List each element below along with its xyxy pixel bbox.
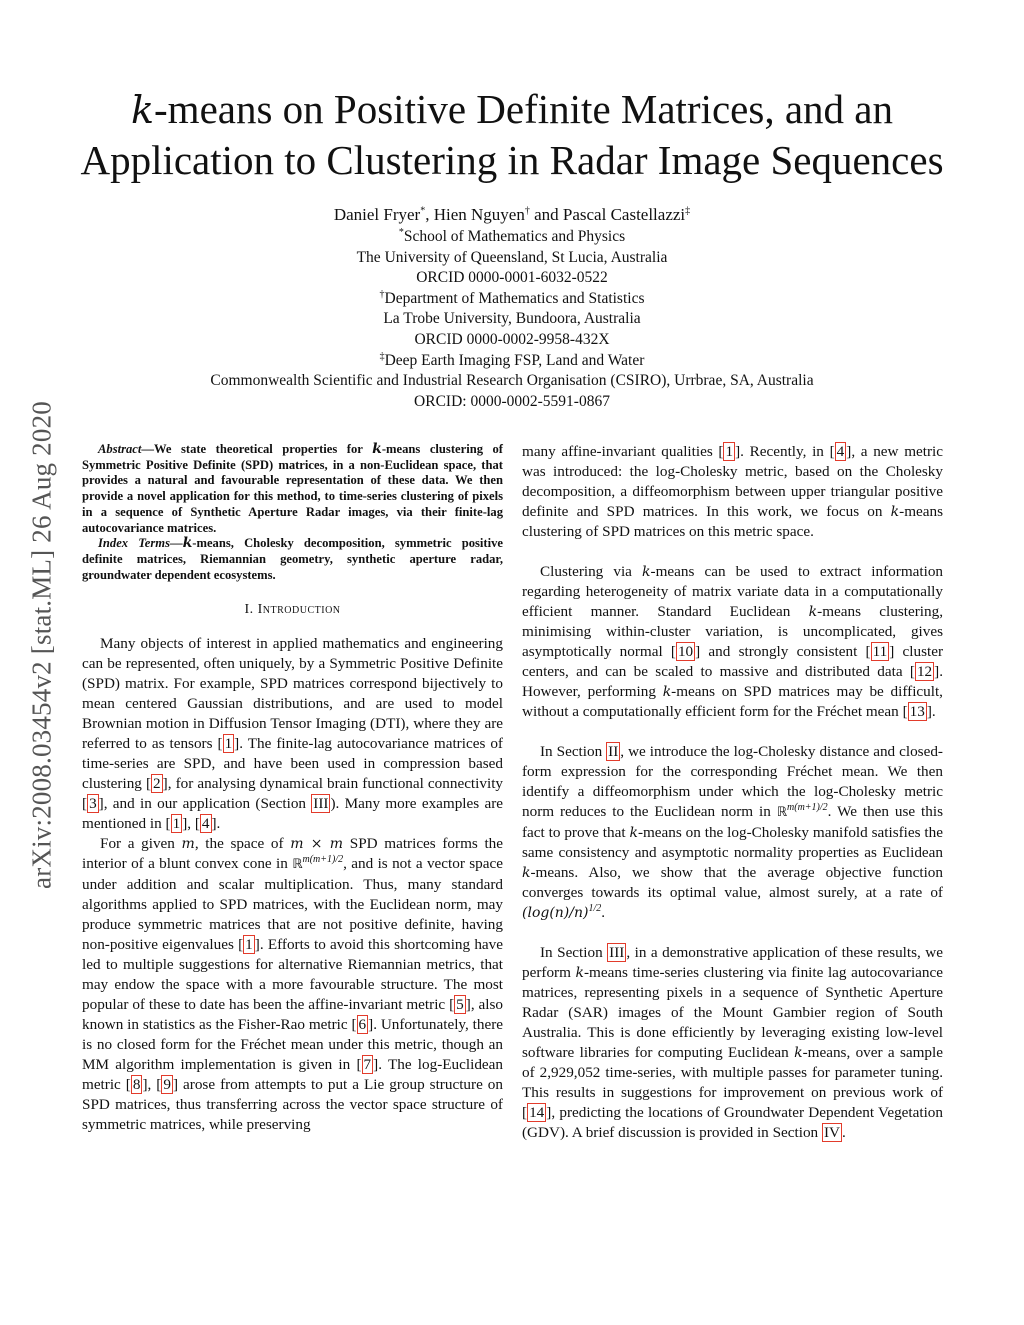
author-block	[100, 203, 924, 412]
citation-link[interactable]: 8	[132, 1076, 141, 1094]
affiliation-2-institution: La Trobe University, Bundoora, Australia	[383, 310, 641, 328]
affiliation-3-institution: Commonwealth Scientific and Industrial Research Organisation (CSIRO), Urrbrae, SA, Australia	[210, 372, 814, 390]
section-link[interactable]: III	[313, 795, 329, 813]
section-link[interactable]: IV	[823, 1124, 840, 1141]
citation-link[interactable]: 5	[456, 996, 464, 1014]
right-paragraph-2: Clustering via k-means can be used to extract information regarding heterogeneity of matrix variate data in a computationally efficient manner. Standard Euclidean k-means clustering, minimising within-cluster variation, is uncomplicated, gives asymptotically normal [ 10 ] and strongly consistent [ 11 ] cluster centers, and can be scaled to massive and distributed data [ 12 ]. However, performing k-means on SPD matrices may be difficult, without a computationally efficient form for the Fréchet mean [ 13 ].	[522, 563, 944, 720]
title-line-1	[131, 86, 893, 132]
abstract: Abstract—We state theoretical properties for k-means clustering of Symmetric Positive Definite (SPD) matrices, in a non-Euclidean space, that provides a natural and favourable representation of these data. We then provide a novel application for this method, to time-series clustering of pixels in a sequence of Synthetic Aperture Radar images, via their finite-lag autocovariance matrices.	[82, 441, 503, 535]
section-heading-introduction: I. Introduction	[244, 602, 341, 618]
citation-link[interactable]: 9	[163, 1076, 171, 1094]
citation-link[interactable]: 10	[677, 643, 694, 660]
right-paragraph-3: In Section II , we introduce the log-Cholesky distance and closed-form expression for the corresponding Fréchet mean. We then identify a diffeomorphism under which the log-Cholesky metric norm reduces to the Euclidean norm in ℝ$^{m(m+1)/2}$. We then use this fact to prove that k-means on the log-Cholesky manifold satisfies the same consistency and asymptotic normality properties as Euclidean k-means. Also, we show that the average objective function converges towards its optimal value, almost surely, at a rate of $(\log(n)/n)^{1/2}$.	[522, 743, 944, 921]
right-column	[522, 442, 943, 1143]
arxiv-side-stamp: arXiv:2008.03454v2 [stat.ML] 26 Aug 2020	[26, 401, 57, 889]
citation-link[interactable]: 1	[224, 735, 233, 753]
affiliation-3-name: ‡Deep Earth Imaging FSP, Land and Water	[379, 350, 645, 369]
section-link[interactable]: II	[608, 743, 619, 760]
title-line-2: Application to Clustering in Radar Image Sequences	[80, 137, 944, 183]
affiliation-1-name: *School of Mathematics and Physics	[398, 226, 626, 245]
left-column	[82, 442, 503, 1135]
intro-paragraph-1: Many objects of interest in applied mathematics and engineering can be represented, often uniquely, by a Symmetric Positive Definite (SPD) matrix. For example, SPD matrices correspond bijectively to mean centered Gaussian distributions, and are used to model Brownian motion in Diffusion Tensor Imaging (DTI), where they are referred to as tensors [ 1 ]. The finite-lag autocovariance matrices of time-series are SPD, and have been used in compression based clustering [ 2 ], for analysing dynamical brain functional connectivity [ 3 ], and in our application (Section III ). Many more examples are mentioned in [ 1 ], [ 4 ].	[82, 635, 504, 833]
affiliation-1-orcid: ORCID 0000-0001-6032-0522	[416, 269, 608, 287]
citation-link[interactable]: 1	[725, 443, 734, 460]
section-link[interactable]: III	[609, 944, 625, 961]
intro-paragraph-2: For a given m, the space of m × m SPD matrices forms the interior of a blunt convex cone in ℝ$^{m(m+1)/2}$, and is not a vector space under addition and scalar multiplication. Thus, many standard algorithms applied to SPD matrices, with the Euclidean norm, may produce symmetric matrices that are not positive definite, having non-positive eigenvalues [ 1 ]. Efforts to avoid this shortcoming have led to multiple suggestions for alternative Riemannian metrics, that may endow the space with a more favourable structure. The most popular of these to date has been the affine-invariant metric [ 5 ], also known in statistics as the Fisher-Rao metric [ 6 ]. Unfortunately, there is no closed form for the Fréchet mean under this metric, though an MM algorithm implementation is given in [ 7 ]. The log-Euclidean metric [ 8 ], [ 9 ] arose from attempts to put a Lie group structure on SPD matrices, thus transferring across the vector space structure of symmetric matrices, while preserving	[82, 835, 504, 1134]
paper-title	[60, 84, 964, 185]
affiliation-1-institution: The University of Queensland, St Lucia, Australia	[356, 248, 668, 266]
citation-link[interactable]: 6	[358, 1016, 367, 1034]
citation-link[interactable]: 1	[172, 815, 181, 833]
citation-link[interactable]: 11	[872, 643, 888, 660]
citation-link[interactable]: 1	[245, 936, 253, 954]
right-paragraph-1: many affine-invariant qualities [ 1 ]. Recently, in [ 4 ], a new metric was introduced: the log-Cholesky metric, based on the Cholesky decomposition, a diffeomorphism between upper triangular positive definite and SPD matrices. In this work, we focus on k-means clustering of SPD matrices on this metric space.	[522, 443, 943, 540]
affiliation-2-name: †Department of Mathematics and Statistics	[379, 288, 645, 307]
citation-link[interactable]: 4	[201, 815, 210, 833]
citation-link[interactable]: 7	[363, 1056, 372, 1074]
affiliation-2-orcid: ORCID 0000-0002-9958-432X	[414, 330, 610, 348]
index-terms: Index Terms—k-means, Cholesky decomposition, symmetric positive definite matrices, Riemannian geometry, synthetic aperture radar, groundwater dependent ecosystems.	[82, 535, 503, 582]
author-list: Daniel Fryer*, Hien Nguyen† and Pascal Castellazzi‡	[333, 205, 691, 224]
citation-link[interactable]: 2	[153, 775, 161, 793]
citation-link[interactable]: 12	[916, 663, 933, 680]
citation-link[interactable]: 14	[529, 1104, 545, 1121]
citation-link[interactable]: 3	[89, 795, 97, 813]
citation-link[interactable]: 4	[836, 443, 845, 460]
title-k-symbol: k	[131, 88, 155, 132]
citation-link[interactable]: 13	[909, 703, 925, 720]
title-line-1-text: -means on Positive Definite Matrices, and an	[154, 86, 893, 132]
right-paragraph-4: In Section III , in a demonstrative application of these results, we perform k-means time-series clustering via finite lag autocovariance matrices, representing pixels in a sequence of Synthetic Aperture Radar (SAR) images of the Mount Gambier region of South Australia. This is done efficiently by leveraging existing low-level software libraries for computing Euclidean k-means, over a sample of 2,929,052 time-series, with multiple passes for parameter tuning. This results in suggestions for improvement on previous work of [ 14 ], predicting the locations of Groundwater Dependent Vegetation (GDV). A brief discussion is provided in Section IV .	[522, 944, 943, 1141]
affiliation-3-orcid: ORCID: 0000-0002-5591-0867	[414, 392, 610, 410]
